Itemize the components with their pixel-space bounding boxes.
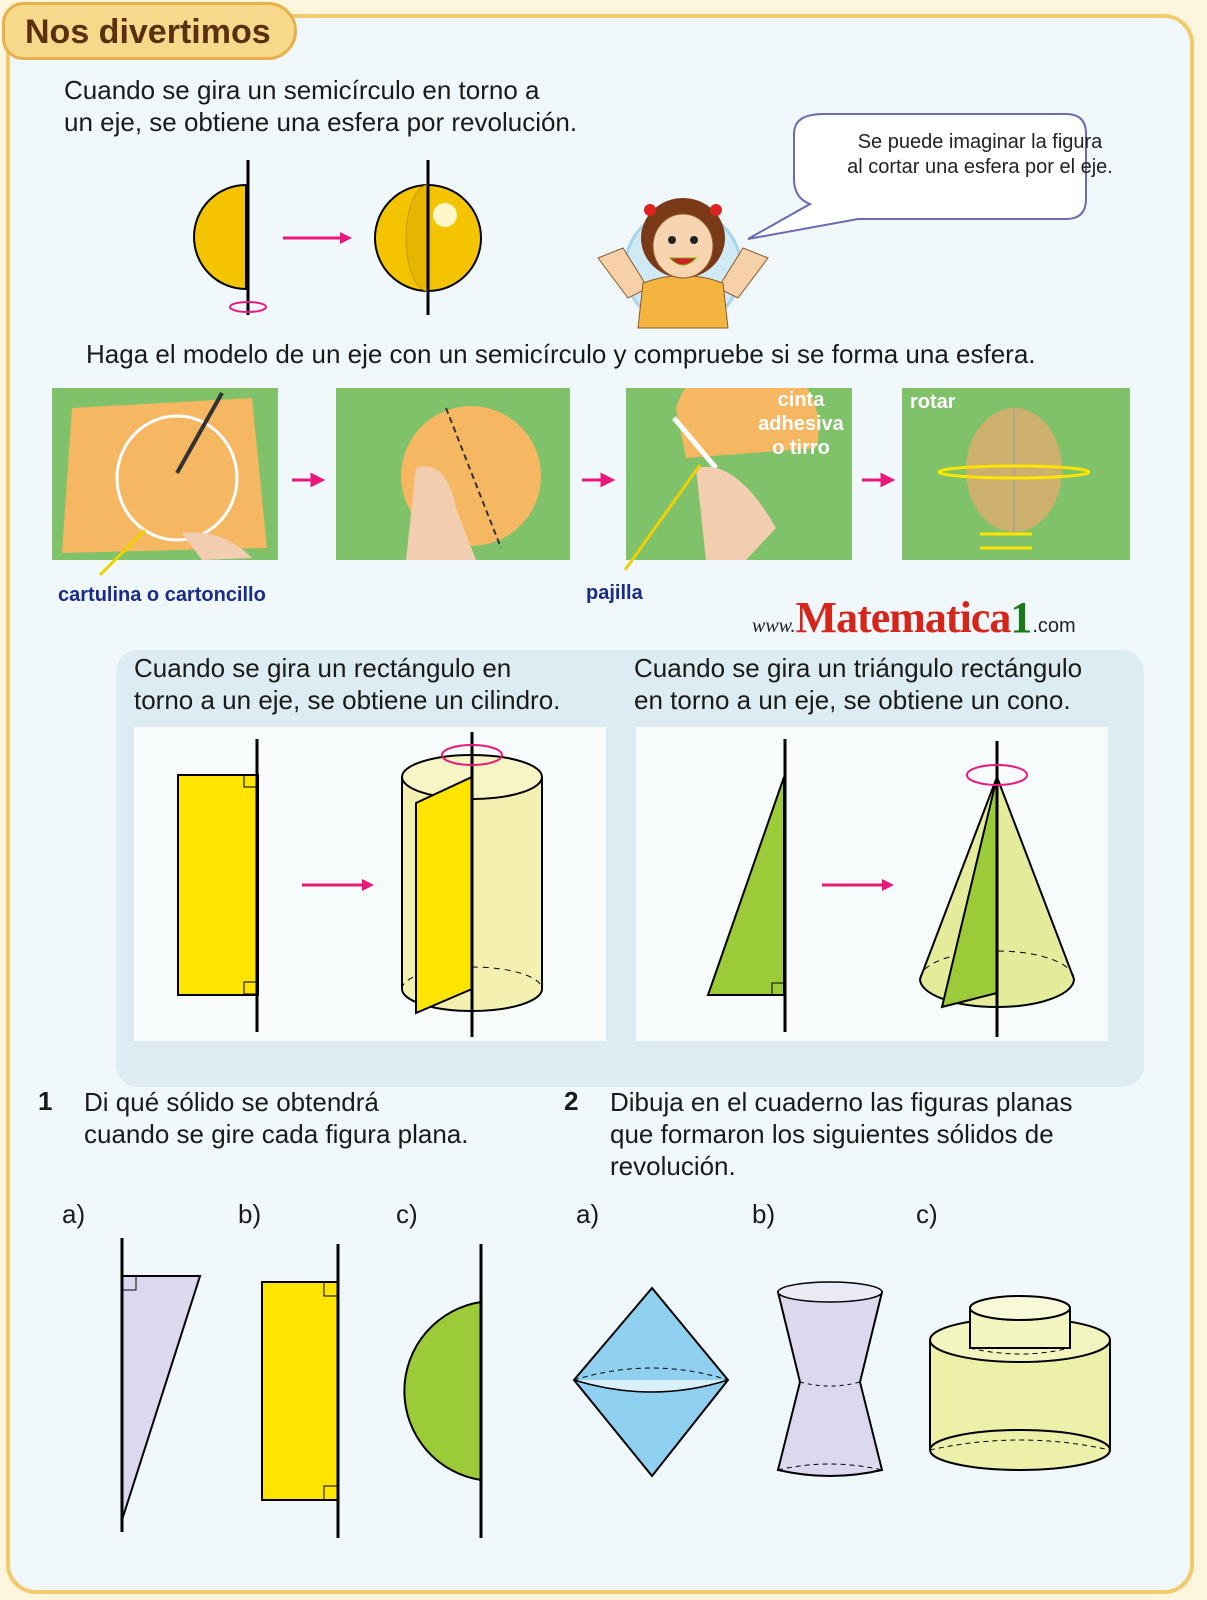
cone-text-1: Cuando se gira un triángulo rectángulo	[634, 653, 1083, 683]
sphere-text-2: un eje, se obtiene una esfera por revolución.	[64, 107, 578, 137]
ex2-label-b: b)	[752, 1199, 776, 1229]
ex1-label-c: c)	[396, 1199, 418, 1229]
model-instruction: Haga el modelo de un eje con un semicírculo y compruebe si se forma una esfera.	[86, 339, 1036, 369]
exercise-2-text-1: Dibuja en el cuaderno las figuras planas	[610, 1087, 1073, 1117]
step-arrows	[0, 0, 1207, 600]
exercise-1-text-1: Di qué sólido se obtendrá	[84, 1087, 379, 1117]
watermark-brand: Matematica	[795, 593, 1011, 642]
exercise-2-figures	[560, 1230, 1120, 1550]
page-title: Nos divertimos	[25, 13, 271, 51]
sphere-text-1: Cuando se gira un semicírculo en torno a	[64, 75, 540, 105]
photo-step-4-label: rotar	[910, 391, 956, 413]
exercise-1-figures	[0, 1230, 560, 1550]
cylinder-text-1: Cuando se gira un rectángulo en	[134, 653, 512, 683]
label-tirro: o tirro	[772, 437, 830, 459]
ex1-label-b: b)	[238, 1199, 262, 1229]
caption-cartulina: cartulina o cartoncillo	[58, 584, 266, 606]
bubble-line-2: al cortar una esfera por el eje.	[847, 156, 1113, 178]
ex1-label-a: a)	[62, 1199, 86, 1229]
exercise-2-number: 2	[564, 1086, 579, 1116]
ex2-label-c: c)	[916, 1199, 938, 1229]
watermark	[752, 592, 1076, 643]
rectangle-to-cylinder-figure	[134, 727, 606, 1041]
cylinder-text-2: torno a un eje, se obtiene un cilindro.	[134, 685, 561, 715]
caption-pajilla: pajilla	[586, 582, 643, 604]
cone-text-2: en torno a un eje, se obtiene un cono.	[634, 685, 1071, 715]
exercise-1-number: 1	[38, 1086, 53, 1116]
bubble-line-1: Se puede imaginar la figura	[857, 131, 1103, 153]
watermark-digit: 1	[1010, 593, 1033, 642]
exercise-2-text-3: revolución.	[610, 1151, 736, 1181]
label-cinta: cinta	[777, 389, 825, 411]
exercise-1-text-2: cuando se gire cada figura plana.	[84, 1119, 469, 1149]
triangle-to-cone-figure	[636, 727, 1108, 1041]
watermark-suffix: .com	[1032, 615, 1076, 637]
label-adhesiva: adhesiva	[758, 413, 844, 435]
watermark-prefix: www.	[752, 615, 796, 637]
ex2-label-a: a)	[576, 1199, 600, 1229]
exercise-2-text-2: que formaron los siguientes sólidos de	[610, 1119, 1054, 1149]
